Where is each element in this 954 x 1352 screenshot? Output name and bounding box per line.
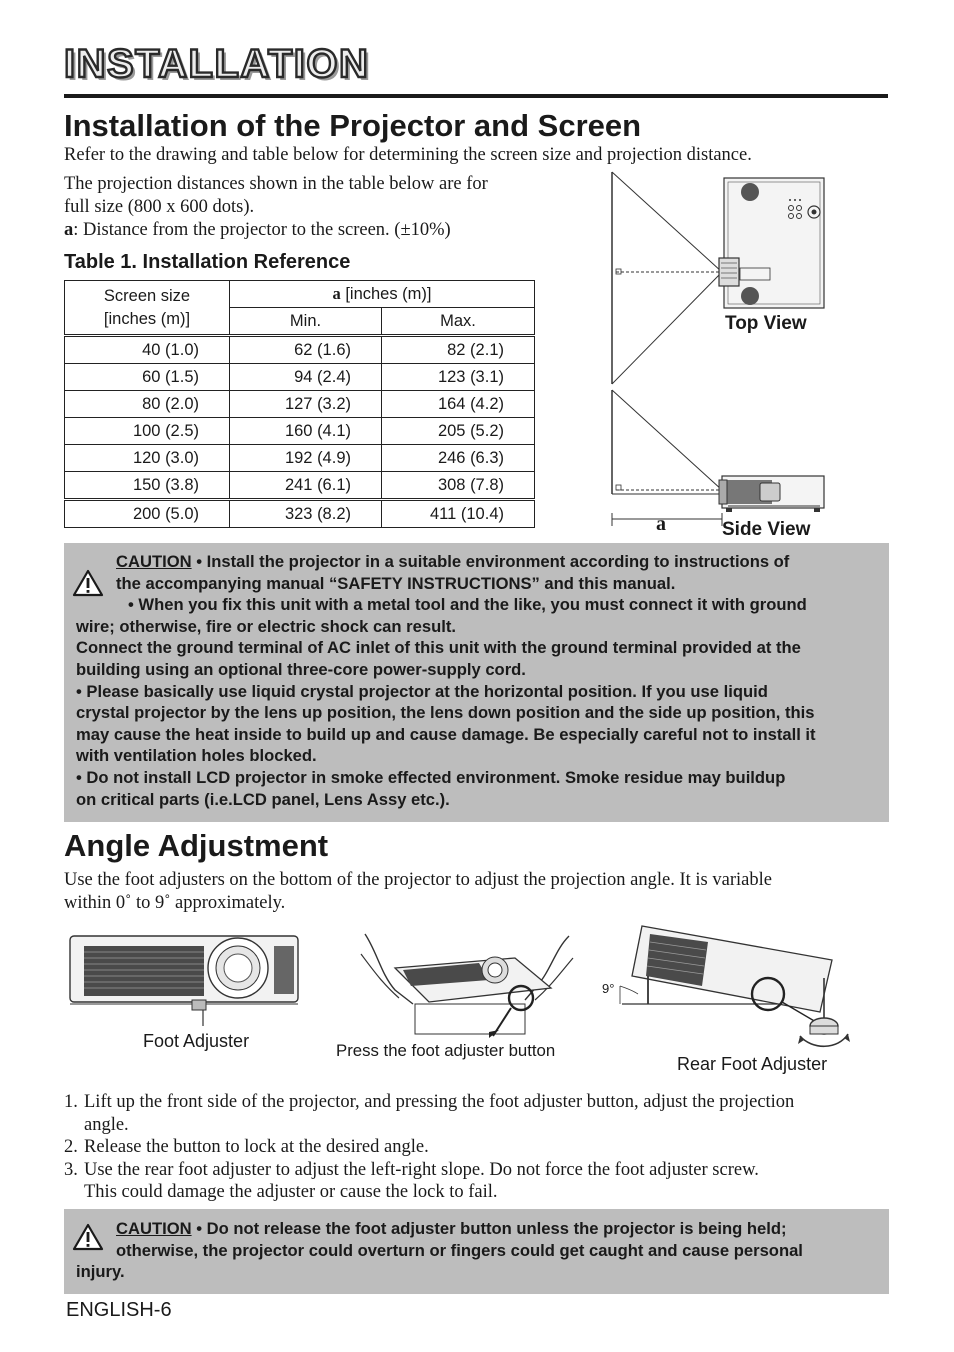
a-label: a xyxy=(64,220,74,240)
angle-intro-line-2: within 0˚ to 9˚ approximately. xyxy=(64,893,286,913)
caution-word: CAUTION xyxy=(116,1219,192,1238)
a-definition xyxy=(64,219,451,242)
size-cell: 150 (3.8) xyxy=(65,472,230,500)
min-cell: 127 (3.2) xyxy=(230,391,382,418)
caution-2-line-2: otherwise, the projector could overturn or fingers could get caught and cause personal xyxy=(116,1240,803,1260)
min-cell: 160 (4.1) xyxy=(230,418,382,445)
caution-1-line-7: • Please basically use liquid crystal projector at the horizontal position. If you use liquid xyxy=(76,681,768,701)
distance-header-unit: [inches (m)] xyxy=(340,285,432,303)
step-1-cont: angle. xyxy=(84,1114,129,1135)
min-cell: 192 (4.9) xyxy=(230,445,382,472)
max-cell: 205 (5.2) xyxy=(382,418,535,445)
caution-1-line-2: the accompanying manual “SAFETY INSTRUCTIONS” and this manual. xyxy=(116,573,676,593)
min-cell: 94 (2.4) xyxy=(230,364,382,391)
top-view-drawing xyxy=(612,172,824,384)
a-description: : Distance from the projector to the screen. (±10%) xyxy=(73,220,451,240)
caution-1-line-4: wire; otherwise, fire or electric shock can result. xyxy=(76,616,456,636)
step-2 xyxy=(64,1136,894,1159)
step-number: 3. xyxy=(64,1159,78,1180)
max-cell: 82 (2.1) xyxy=(382,336,535,364)
caution-1-line-9: may cause the heat inside to build up and cause damage. Be especially careful not to install it xyxy=(76,724,816,744)
step-text: Lift up the front side of the projector, and pressing the foot adjuster button, adjust the projection xyxy=(84,1092,795,1112)
installation-heading: Installation of the Projector and Screen xyxy=(64,108,642,143)
min-cell: 62 (1.6) xyxy=(230,336,382,364)
caution-box-angle xyxy=(64,1209,889,1294)
caution-1-line-8: crystal projector by the lens up position, the lens down position and the side up position, this xyxy=(76,703,815,723)
warning-icon xyxy=(72,1223,104,1251)
table-row xyxy=(65,472,535,500)
top-view-label: Top View xyxy=(725,313,807,334)
angle-heading: Angle Adjustment xyxy=(64,828,329,863)
step-number: 1. xyxy=(64,1092,78,1112)
caution-2-line-1 xyxy=(76,1218,877,1240)
installation-table xyxy=(64,280,535,528)
caution-2-text-1: • Do not release the foot adjuster button unless the projector is being held; xyxy=(191,1219,787,1238)
distance-header xyxy=(230,281,535,308)
caution-1-line-6: building using an optional three-core power-supply cord. xyxy=(76,659,526,679)
table-row xyxy=(65,336,535,364)
table-row xyxy=(65,364,535,391)
min-cell: 323 (8.2) xyxy=(230,500,382,528)
table-row xyxy=(65,391,535,418)
distance-a-marker: a xyxy=(656,513,666,535)
press-button-figure xyxy=(355,924,579,1040)
distance-header-a: a xyxy=(332,284,341,303)
warning-icon xyxy=(72,569,104,597)
screen-size-header-line1: Screen size xyxy=(103,286,191,305)
press-button-label: Press the foot adjuster button xyxy=(336,1041,556,1060)
table-row xyxy=(65,445,535,472)
table-title: Table 1. Installation Reference xyxy=(64,251,351,273)
note-line-2: full size (800 x 600 dots). xyxy=(64,197,255,217)
nine-degree-label: 9° xyxy=(602,981,615,996)
size-cell: 100 (2.5) xyxy=(65,418,230,445)
caution-1-text-1: • Install the projector in a suitable environment according to instructions of xyxy=(191,552,790,571)
projection-diagram xyxy=(600,168,840,540)
caution-1-line-12: on critical parts (i.e.LCD panel, Lens Assy etc.). xyxy=(76,789,450,809)
front-projector-figure xyxy=(66,932,302,1028)
step-number: 2. xyxy=(64,1137,78,1157)
caution-box-installation xyxy=(64,543,889,822)
max-cell: 411 (10.4) xyxy=(382,500,535,528)
page-title: INSTALLATION xyxy=(64,42,370,86)
rear-foot-figure xyxy=(598,920,856,1058)
step-3 xyxy=(64,1159,894,1182)
caution-1-line-3: • When you fix this unit with a metal tool and the like, you must connect it with ground xyxy=(128,595,807,615)
note-line-1: The projection distances shown in the table below are for xyxy=(64,174,488,194)
caution-2-line-3: injury. xyxy=(76,1262,125,1282)
caution-1-line-1 xyxy=(76,551,877,573)
angle-intro-line-1: Use the foot adjusters on the bottom of the projector to adjust the projection angle. It is variable xyxy=(64,870,772,890)
max-header: Max. xyxy=(382,308,535,336)
step-3-cont: This could damage the adjuster or cause the lock to fail. xyxy=(84,1182,498,1202)
max-cell: 246 (6.3) xyxy=(382,445,535,472)
size-cell: 120 (3.0) xyxy=(65,445,230,472)
title-rule xyxy=(64,94,888,98)
step-text: Use the rear foot adjuster to adjust the left-right slope. Do not force the foot adjuster screw. xyxy=(84,1159,759,1180)
size-cell: 200 (5.0) xyxy=(65,500,230,528)
screen-size-header-line2: [inches (m)] xyxy=(103,309,191,328)
steps-list xyxy=(64,1091,894,1204)
caution-1-line-11: • Do not install LCD projector in smoke effected environment. Smoke residue may buildup xyxy=(76,767,786,787)
max-cell: 164 (4.2) xyxy=(382,391,535,418)
installation-intro: Refer to the drawing and table below for determining the screen size and projection distance. xyxy=(64,145,752,165)
min-header: Min. xyxy=(230,308,382,336)
foot-adjuster-label: Foot Adjuster xyxy=(143,1031,250,1051)
caution-1-line-10: with ventilation holes blocked. xyxy=(76,746,317,766)
screen-size-header xyxy=(65,281,230,336)
size-cell: 60 (1.5) xyxy=(65,364,230,391)
page-footer: ENGLISH-6 xyxy=(66,1299,172,1321)
table-row xyxy=(65,418,535,445)
rear-foot-adjuster-label: Rear Foot Adjuster xyxy=(677,1054,828,1074)
step-text: Release the button to lock at the desired angle. xyxy=(84,1137,429,1157)
size-cell: 40 (1.0) xyxy=(65,336,230,364)
side-view-label: Side View xyxy=(722,519,811,540)
table-row xyxy=(65,500,535,528)
max-cell: 123 (3.1) xyxy=(382,364,535,391)
max-cell: 308 (7.8) xyxy=(382,472,535,500)
caution-word: CAUTION xyxy=(116,552,192,571)
caution-1-line-5: Connect the ground terminal of AC inlet of this unit with the ground terminal provided at the xyxy=(76,638,801,658)
side-view-drawing xyxy=(612,390,824,526)
step-1 xyxy=(64,1091,894,1114)
min-cell: 241 (6.1) xyxy=(230,472,382,500)
size-cell: 80 (2.0) xyxy=(65,391,230,418)
